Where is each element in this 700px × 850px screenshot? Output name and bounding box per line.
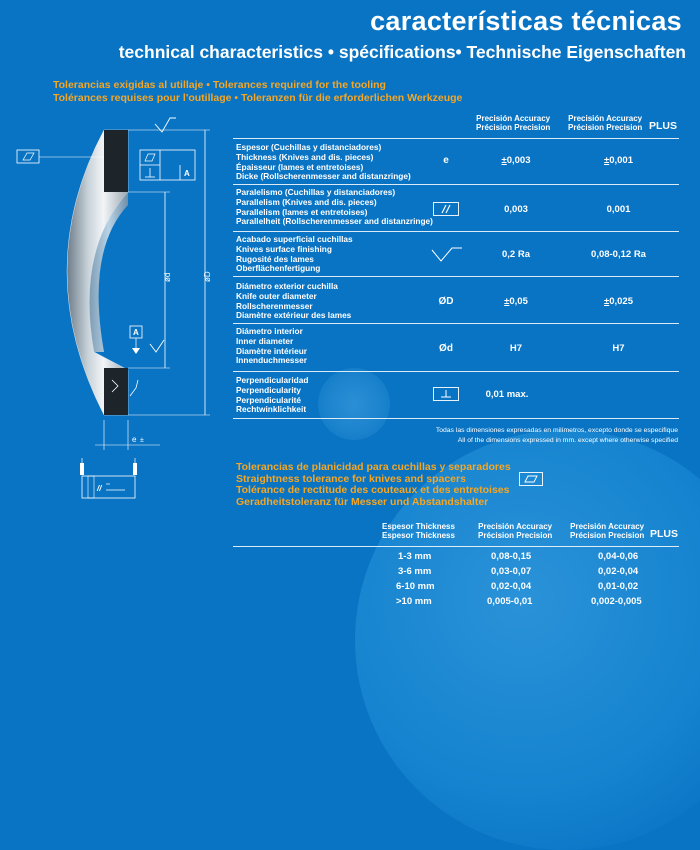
row-label: Espesor (Cuchillas y distanciadores) Thickness (Knives and dis. pieces) Épaisseur (lames et entretoises) Dicke (Rollscherenmesser and distanzringe) <box>236 142 411 182</box>
table2-col-accuracy-line2: Précision Precision <box>478 531 553 540</box>
col-header-accuracy <box>476 114 550 132</box>
table-row <box>233 184 679 232</box>
table2-col-plus-line1: Precisión Accuracy <box>570 522 645 531</box>
table2-col-accuracy <box>478 522 552 540</box>
plus-label: PLUS <box>649 120 678 132</box>
table2-col-thickness-line1: Espesor Thickness <box>382 522 455 531</box>
table2-accuracy: 0,005-0,01 <box>487 596 533 607</box>
table2-divider <box>233 546 679 547</box>
table2-thickness: 3-6 mm <box>398 566 432 577</box>
table2-col-plus-line2: Précision Precision <box>570 531 645 540</box>
table2-accuracy: 0,02-0,04 <box>491 581 532 592</box>
col-header-accuracy-line2: Précision Precision <box>476 123 551 132</box>
tooling-header <box>53 79 462 104</box>
row-label: Perpendicularidad Perpendicularity Perpendicularité Rechtwinklichkeit <box>236 375 309 415</box>
table-row <box>233 231 679 277</box>
row-symbol: e <box>443 155 449 166</box>
units-note-line1: Todas las dimensiones expresadas en milímetros, excepto donde se especifique <box>435 427 678 434</box>
roughness-icon <box>431 246 463 264</box>
knife-bottom-edge <box>104 368 128 415</box>
flatness-header-line2: Straightness tolerance for knives and spacers <box>236 472 466 485</box>
flatness-header <box>236 462 511 508</box>
row-value-plus: 0,001 <box>606 204 631 215</box>
units-note-line2: All of the dimensions expressed in mm. except where otherwise specified <box>457 437 678 444</box>
table-row <box>233 276 679 324</box>
table2-thickness: 6-10 mm <box>396 581 435 592</box>
inner-diameter-label: ød <box>163 272 172 282</box>
col-header-plus-line1: Precisión Accuracy <box>568 114 643 123</box>
parallelism-icon <box>433 202 459 216</box>
flatness-icon <box>519 472 543 486</box>
page-title: características técnicas <box>370 6 682 36</box>
row-value-accuracy: ±0,05 <box>504 296 528 307</box>
flatness-header-line4: Geradheitstoleranz für Messer und Abstandshalter <box>236 495 489 508</box>
table2-plus: 0,002-0,005 <box>591 596 642 607</box>
datum-a-label: A <box>184 169 190 178</box>
row-value-plus: 0,08-0,12 Ra <box>591 249 646 260</box>
col-header-accuracy-line1: Precisión Accuracy <box>476 114 551 123</box>
thickness-sign: ± <box>140 437 144 444</box>
table2-thickness: >10 mm <box>396 596 432 607</box>
flatness-header-line1: Tolerancias de planicidad para cuchillas y separadores <box>236 461 511 473</box>
table2-col-plus <box>570 522 644 540</box>
row-symbol: Ød <box>439 343 453 354</box>
row-value-accuracy: H7 <box>509 343 523 354</box>
knife-drawing <box>0 108 232 508</box>
datum-a-label-lower: A <box>133 328 139 337</box>
table-row <box>233 138 679 185</box>
table-row <box>233 323 679 372</box>
tooling-header-line2: Tolérances requises pour l'outillage • Toleranzen für die erforderlichen Werkzeuge <box>53 91 463 104</box>
knife-top-edge <box>104 130 128 192</box>
row-value-accuracy: 0,01 max. <box>485 389 529 400</box>
table2-plus: 0,04-0,06 <box>598 551 639 562</box>
col-header-plus-line2: Précision Precision <box>568 123 643 132</box>
row-label: Acabado superficial cuchillas Knives surface finishing Rugosité des lames Oberflächenfertigung <box>236 234 353 274</box>
table-row <box>233 371 679 419</box>
col-header-plus-accuracy <box>568 114 642 132</box>
flatness-header-line3: Tolérance de rectitude des couteaux et des entretoises <box>236 484 510 496</box>
row-label: Paralelismo (Cuchillas y distanciadores) Parallelism (Knives and dis. pieces) Parallelism (lames et entretoises) Parallelheit (Rollscherenmesser and distanzringe) <box>236 187 433 227</box>
row-value-accuracy: ±0,003 <box>501 155 531 166</box>
table2-col-accuracy-line1: Precisión Accuracy <box>478 522 553 531</box>
row-value-accuracy: 0,2 Ra <box>502 249 530 260</box>
row-label: Diámetro interior Inner diameter Diamètre intérieur Innenduchmesser <box>236 326 308 366</box>
units-note <box>436 426 678 446</box>
table2-plus: 0,01-0,02 <box>598 581 639 592</box>
row-value-plus: H7 <box>612 343 625 354</box>
row-symbol: ØD <box>438 296 454 307</box>
table2-plus: 0,02-0,04 <box>598 566 639 577</box>
row-label: Diámetro exterior cuchilla Knife outer diameter Rollscherenmesser Diamètre extérieur des lames <box>236 281 352 321</box>
table2-col-thickness-line2: Espesor Thickness <box>382 531 455 540</box>
table2-col-thickness <box>382 522 455 540</box>
table2-plus-label: PLUS <box>650 528 679 540</box>
table2-accuracy: 0,08-0,15 <box>491 551 532 562</box>
perpendicularity-icon <box>433 387 459 401</box>
thickness-label: e <box>132 435 137 444</box>
row-value-plus: ±0,025 <box>604 296 633 307</box>
page-subtitle: technical characteristics • spécifications• Technische Eigenschaften <box>118 42 686 62</box>
table2-accuracy: 0,03-0,07 <box>491 566 532 577</box>
tooling-header-line1: Tolerancias exigidas al utillaje • Tolerances required for the tooling <box>53 79 386 91</box>
row-value-accuracy: 0,003 <box>504 204 528 215</box>
outer-diameter-label: øD <box>203 271 212 282</box>
row-value-plus: ±0,001 <box>604 155 633 166</box>
svg-text://: // <box>97 484 102 493</box>
table2-thickness: 1-3 mm <box>398 551 432 562</box>
